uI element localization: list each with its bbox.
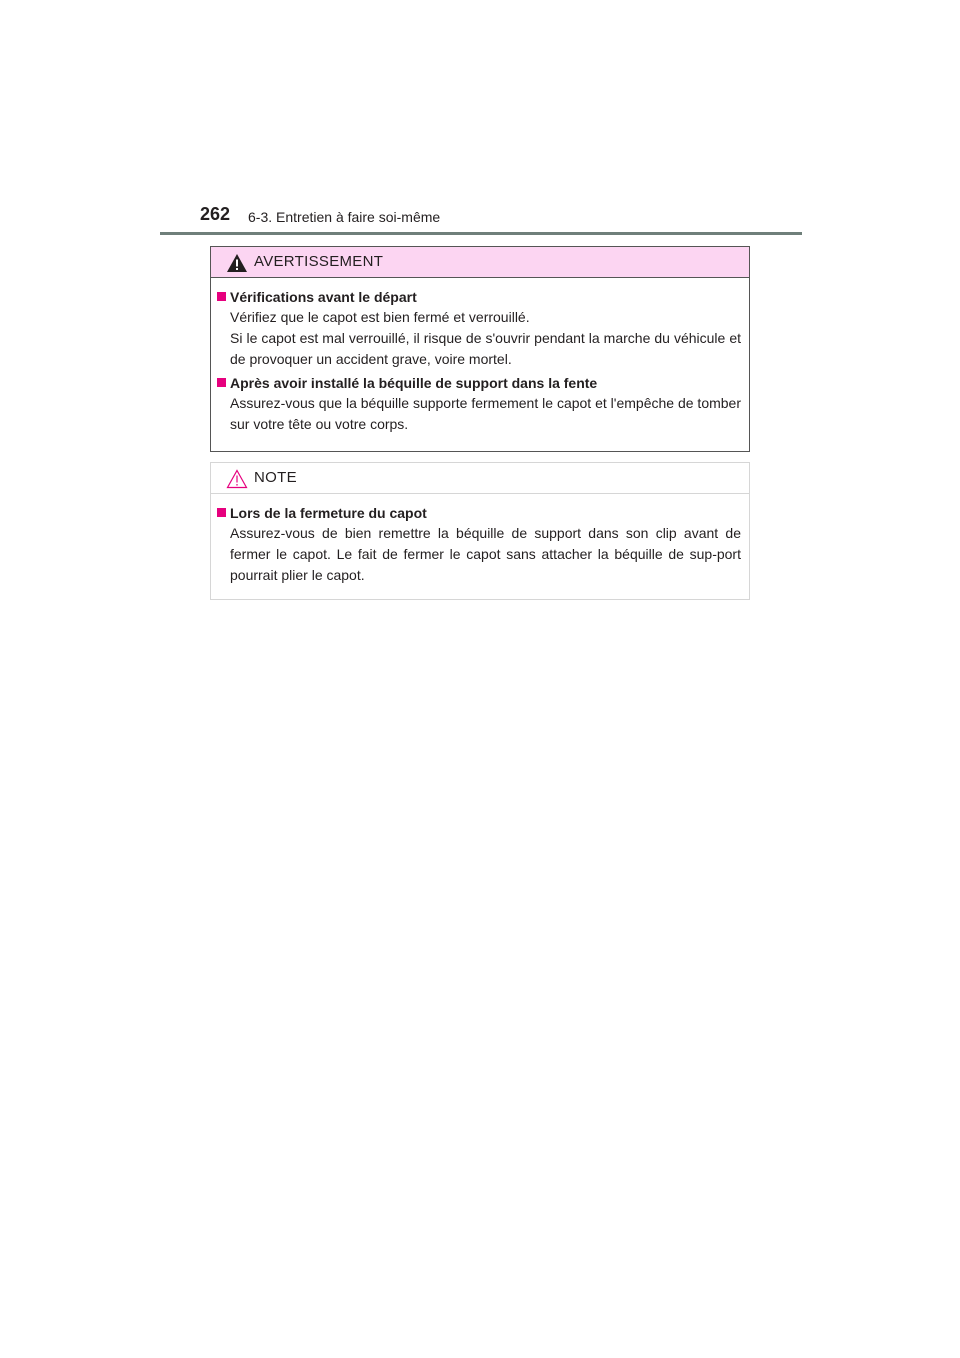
- caution-outline-triangle-icon: [226, 469, 248, 489]
- warning-item-text: Assurez-vous que la béquille supporte fermement le capot et l'empêche de tomber sur votre tête ou votre corps.: [230, 395, 741, 432]
- header-rule: [160, 232, 802, 235]
- warning-triangle-icon: [226, 253, 248, 273]
- note-item-closing-hood: [217, 503, 741, 586]
- warning-item-text: Si le capot est mal verrouillé, il risque de s'ouvrir pendant la marche du véhicule et de provoquer un accident grave, voire mortel.: [230, 330, 741, 367]
- warning-item-support-rod: [217, 373, 741, 435]
- note-header: [211, 463, 749, 494]
- warning-title: AVERTISSEMENT: [254, 253, 384, 270]
- page-number: 262: [200, 204, 231, 224]
- warning-item-heading: Après avoir installé la béquille de support dans la fente: [217, 373, 741, 393]
- warning-item-text: Vérifiez que le capot est bien fermé et verrouillé.: [230, 309, 530, 325]
- page-header: [200, 203, 802, 235]
- note-item-text: Assurez-vous de bien remettre la béquille de support dans son clip avant de fermer le capot. Le fait de fermer le capot sans attacher la béquille de sup-port pourrait plier le capot.: [230, 525, 741, 583]
- square-bullet-icon: [217, 292, 226, 301]
- warning-box: [210, 246, 750, 452]
- note-box: [210, 462, 750, 600]
- square-bullet-icon: [217, 508, 226, 517]
- warning-item-heading: Vérifications avant le départ: [217, 287, 741, 307]
- square-bullet-icon: [217, 378, 226, 387]
- warning-header: [211, 247, 749, 278]
- warning-item-pre-departure-checks: [217, 287, 741, 370]
- note-item-heading: Lors de la fermeture du capot: [217, 503, 741, 523]
- section-title: 6-3. Entretien à faire soi-même: [248, 209, 441, 225]
- note-title: NOTE: [254, 469, 297, 486]
